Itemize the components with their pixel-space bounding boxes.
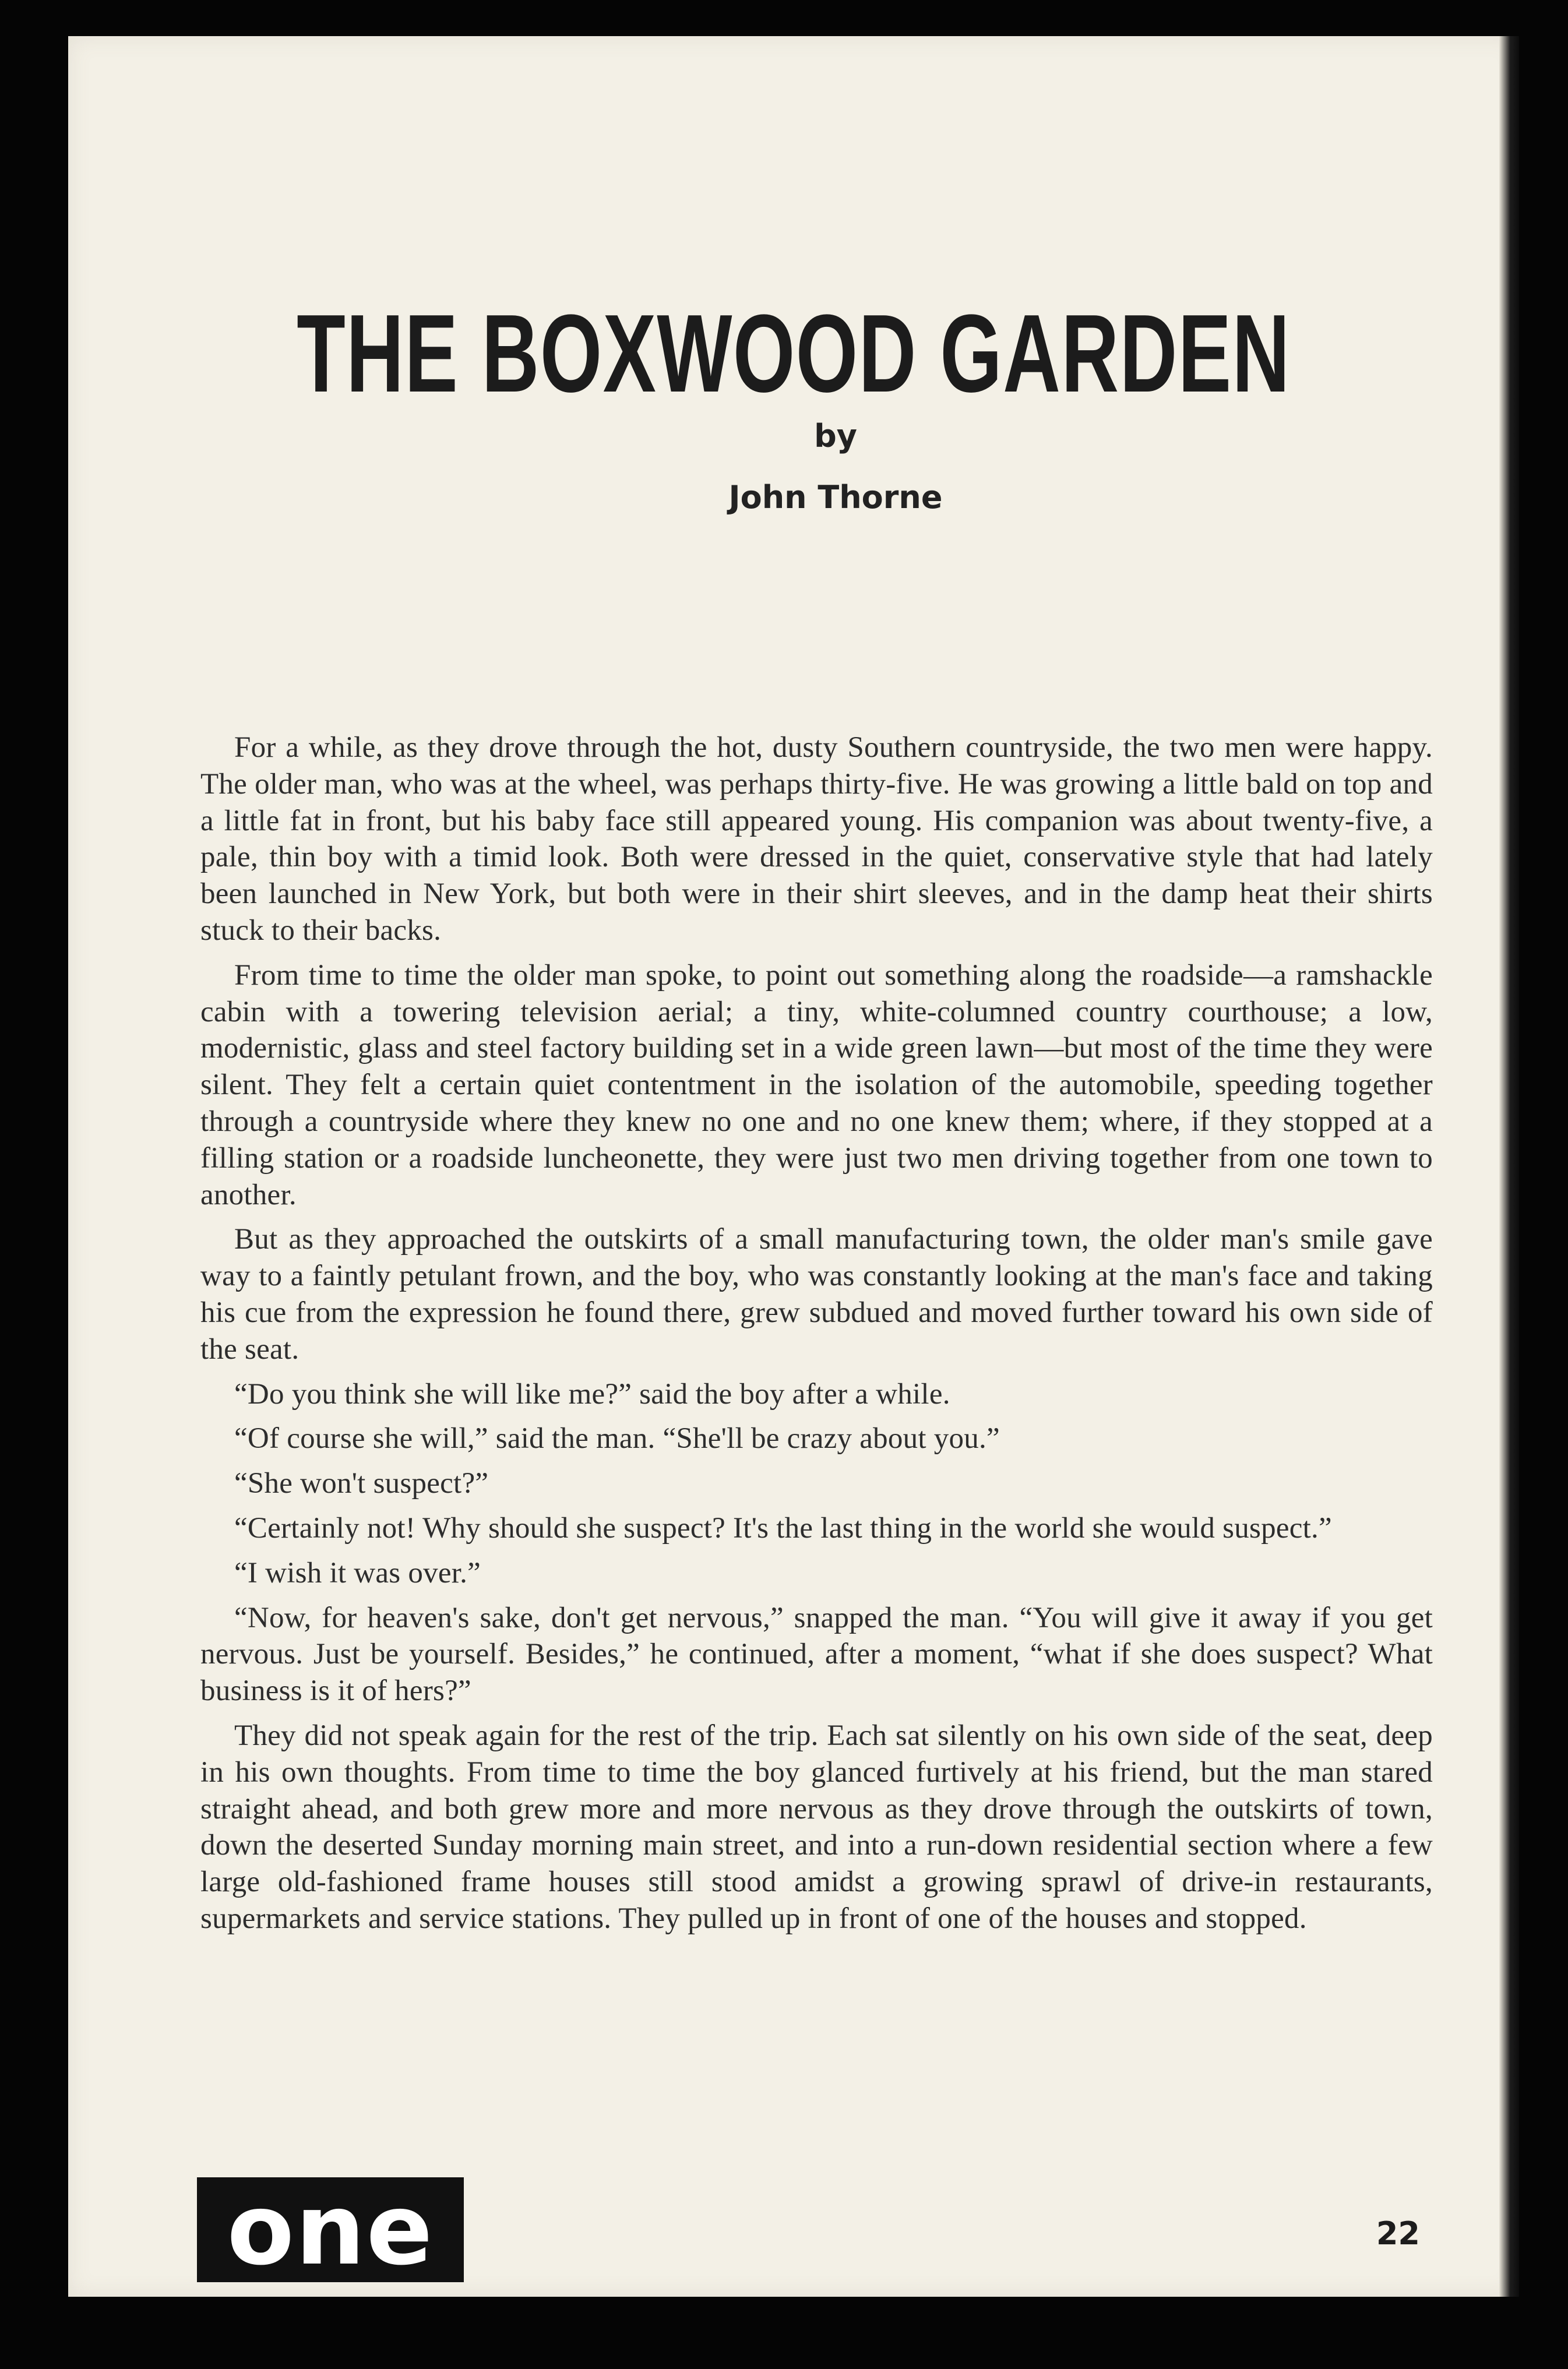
story-paragraph: But as they approached the outskirts of a small manufacturing town, the older man's smile gave way to a faintly petulant frown, and the boy, who was constantly looking at the man's face and taking his cue from the expression he found there, grew subdued and moved further toward his own side of the seat. [200, 1223, 1433, 1366]
story-title: THE BOXWOOD GARDEN [297, 292, 1291, 416]
story-paragraph: From time to time the older man spoke, to point out something along the roadside—a ramshackle cabin with a towering television aerial; a tiny, white-columned country courthouse; a low, modernistic, glass and steel factory building set in a wide green lawn—but most of the time they were silent. They felt a certain quiet contentment in the isolation of the automobile, speeding together through a countryside where they knew no one and no one knew them; where, if they stopped at a filling station or a roadside luncheonette, they were just two men driving together from one town to another. [200, 958, 1433, 1211]
story-paragraph: “She won't suspect?” [234, 1467, 489, 1500]
story-paragraph: They did not speak again for the rest of the trip. Each sat silently on his own side of the seat, deep in his own thoughts. From time to time the boy glanced furtively at his friend, but the man stared straight ahead, and both grew more and more nervous as they drove through the outskirts of town, down the deserted Sunday morning main street, and into a run-down residential section where a few large old-fashioned frame houses still stood amidst a growing sprawl of drive-in restaurants, supermarkets and service stations. They pulled up in front of one of the houses and stopped. [200, 1719, 1433, 1935]
story-paragraph: “I wish it was over.” [234, 1556, 481, 1589]
story-paragraph: “Now, for heaven's sake, don't get nervous,” snapped the man. “You will give it away if you get nervous. Just be yourself. Besides,” he continued, after a moment, “what if she does suspect? What business is it of hers?” [200, 1601, 1433, 1708]
one-logo [197, 2173, 464, 2287]
one-logo-text: one [227, 2173, 434, 2287]
story-paragraph: “Of course she will,” said the man. “She'll be crazy about you.” [234, 1422, 1000, 1455]
story-body [200, 729, 1433, 1945]
binding-edge [1499, 36, 1519, 2297]
byline-label: by [814, 418, 857, 454]
story-paragraph: “Certainly not! Why should she suspect? It's the last thing in the world she would suspect.” [234, 1511, 1332, 1545]
story-paragraph: For a while, as they drove through the hot, dusty Southern countryside, the two men were happy. The older man, who was at the wheel, was perhaps thirty-five. He was growing a little bald on top and a little fat in front, but his baby face still appeared young. His companion was about twenty-five, a pale, thin boy with a timid look. Both were dressed in the quiet, conservative style that had lately been launched in New York, but both were in their shirt sleeves, and in the damp heat their shirts stuck to their backs. [200, 731, 1433, 947]
magazine-page [68, 36, 1519, 2297]
author-name: John Thorne [728, 479, 943, 516]
page-number: 22 [1376, 2215, 1420, 2252]
story-paragraph: “Do you think she will like me?” said the boy after a while. [234, 1377, 950, 1411]
